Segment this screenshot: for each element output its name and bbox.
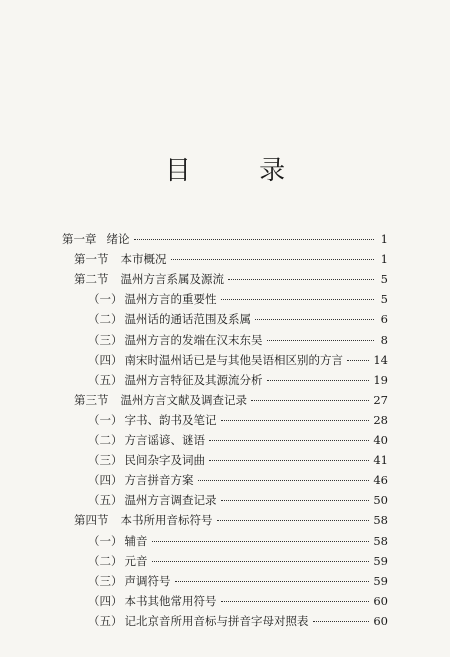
toc-entry-number: （三）	[88, 332, 123, 347]
toc-entry[interactable]	[74, 391, 388, 410]
toc-entry[interactable]	[88, 592, 388, 611]
toc-entry[interactable]	[88, 290, 388, 309]
toc-entry-page: 50	[373, 493, 388, 508]
toc-entry-page: 19	[373, 372, 388, 387]
toc-entry-label: 民间杂字及词曲	[124, 453, 205, 468]
toc-entry-number: （四）	[88, 593, 123, 608]
dot-leader	[217, 519, 370, 521]
dot-leader	[134, 238, 375, 240]
toc-entry-page: 1	[380, 252, 388, 267]
dot-leader	[221, 298, 375, 300]
dot-leader	[152, 540, 370, 542]
toc-entry-label: 字书、韵书及笔记	[124, 412, 217, 427]
toc-entry-page: 60	[373, 613, 388, 628]
dot-leader	[221, 499, 370, 501]
toc-entry-label: 本书所用音标符号	[120, 513, 213, 528]
toc-entry-label: 南宋时温州话已是与其他吴语相区别的方言	[124, 352, 343, 367]
toc-entry-page: 14	[373, 352, 388, 367]
dot-leader	[221, 600, 370, 602]
dot-leader	[313, 620, 370, 622]
toc-entry[interactable]	[62, 230, 388, 249]
toc-entry-number: （三）	[88, 453, 123, 468]
dot-leader	[171, 258, 375, 260]
toc-entry-label: 绪论	[106, 232, 130, 246]
toc-entry-number: （一）	[88, 533, 123, 548]
toc-entry-number: （四）	[88, 473, 123, 488]
toc-entry-page: 40	[373, 433, 388, 447]
toc-entry[interactable]	[74, 270, 388, 289]
toc-entry-label: 记北京音所用音标与拼音字母对照表	[124, 613, 309, 628]
toc-entry[interactable]	[74, 511, 388, 530]
toc-entry[interactable]	[88, 552, 388, 571]
toc-entry-page: 27	[373, 392, 388, 407]
toc-entry-number: （五）	[88, 493, 123, 508]
dot-leader	[347, 359, 369, 361]
toc-entry-number: （三）	[88, 573, 123, 588]
toc-entry[interactable]	[88, 431, 388, 450]
dot-leader	[209, 459, 369, 461]
toc-entry-number: （五）	[88, 613, 123, 628]
toc-entry-page: 59	[373, 573, 388, 588]
dot-leader	[267, 339, 375, 341]
toc-entry-page: 8	[380, 332, 388, 347]
toc-entry[interactable]	[88, 310, 388, 329]
toc-entry[interactable]	[88, 572, 388, 591]
dot-leader	[251, 399, 369, 401]
toc-entry-label: 方言拼音方案	[124, 473, 194, 488]
toc-entry[interactable]	[88, 331, 388, 350]
toc-entry-label: 温州话的通话范围及系属	[124, 312, 251, 327]
toc-entry-number: （一）	[88, 412, 123, 427]
toc-entry[interactable]	[88, 411, 388, 430]
toc-entry-page: 58	[373, 513, 388, 528]
toc-entry[interactable]	[88, 491, 388, 510]
toc-entry-label: 温州方言的重要性	[124, 292, 217, 307]
toc-entry-label: 温州方言文献及调查记录	[120, 392, 247, 407]
toc-entry-number: 第一章	[62, 232, 97, 246]
toc-entry[interactable]	[88, 532, 388, 551]
toc-entry-number: 第一节	[74, 252, 109, 267]
toc-entry[interactable]	[88, 612, 388, 631]
toc-entry-label: 方言谣谚、谜语	[124, 433, 205, 447]
toc-entry[interactable]	[88, 451, 388, 470]
dot-leader	[267, 379, 370, 381]
toc-entry-page: 6	[380, 312, 388, 327]
dot-leader	[228, 278, 374, 280]
toc-entry-page: 5	[380, 272, 388, 287]
toc-entry-label: 温州方言调查记录	[124, 493, 217, 508]
toc-entry-label: 温州方言系属及源流	[120, 272, 224, 287]
toc-entry-label: 本市概况	[120, 252, 167, 267]
toc-entry[interactable]	[74, 250, 388, 269]
toc-entry-number: 第二节	[74, 272, 109, 287]
toc-entry-label: 辅音	[124, 533, 148, 548]
toc-entry-number: （一）	[88, 292, 123, 307]
dot-leader	[209, 439, 369, 441]
toc-entry-page: 59	[373, 553, 388, 568]
toc-entry-label: 温州方言的发端在汉末东吴	[124, 332, 263, 347]
toc-entry-label: 元音	[124, 553, 148, 568]
toc-entry-number: 第四节	[74, 513, 109, 528]
dot-leader	[152, 560, 370, 562]
dot-leader	[255, 318, 374, 320]
toc-entry-label: 温州方言特征及其源流分析	[124, 372, 263, 387]
toc-entry[interactable]	[88, 351, 388, 370]
toc-entry-page: 41	[373, 453, 388, 468]
dot-leader	[175, 580, 370, 582]
toc-title: 目 录	[164, 156, 316, 186]
toc-entry-label: 声调符号	[124, 573, 171, 588]
toc-entry[interactable]	[88, 471, 388, 490]
toc-entry-page: 5	[380, 292, 388, 307]
dot-leader	[198, 479, 370, 481]
toc-entry-number: （四）	[88, 352, 123, 367]
toc-entry-page: 58	[373, 533, 388, 548]
toc-entry-label: 本书其他常用符号	[124, 593, 217, 608]
toc-entry-number: （二）	[88, 433, 123, 447]
toc-entry-number: （二）	[88, 553, 123, 568]
dot-leader	[221, 419, 370, 421]
toc-entry-number: 第三节	[74, 392, 109, 407]
toc-entry[interactable]	[88, 371, 388, 390]
toc-entry-page: 1	[380, 232, 388, 246]
toc-entry-page: 60	[373, 593, 388, 608]
toc-entry-page: 28	[373, 412, 388, 427]
toc-entry-number: （五）	[88, 372, 123, 387]
toc-entry-number: （二）	[88, 312, 123, 327]
toc-entry-page: 46	[373, 473, 388, 488]
